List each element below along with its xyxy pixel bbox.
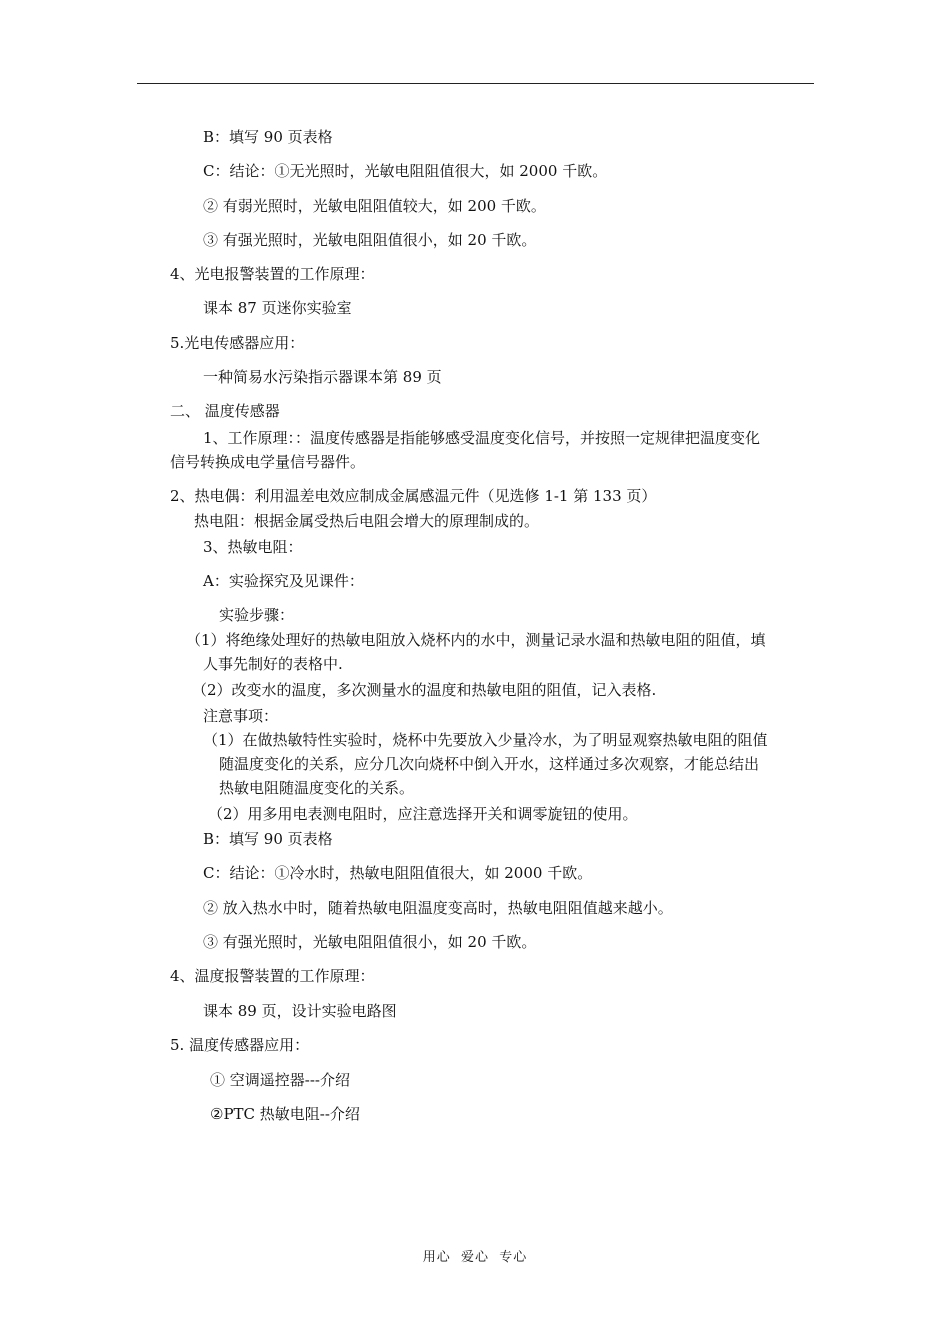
section-heading: 2、热电偶：利用温差电效应制成金属感温元件（见选修 1-1 第 133 页） bbox=[170, 487, 657, 505]
text-line: 热电阻：根据金属受热后电阻会增大的原理制成的。 bbox=[194, 512, 540, 530]
section-heading: 3、热敏电阻： bbox=[203, 538, 303, 556]
text-line: 课本 87 页迷你实验室 bbox=[203, 299, 352, 317]
text-line: （2）用多用电表测电阻时，应注意选择开关和调零旋钮的使用。 bbox=[208, 805, 638, 823]
text-line: （2）改变水的温度，多次测量水的温度和热敏电阻的阻值，记入表格. bbox=[192, 681, 657, 699]
text-line: C：结论：①冷水时，热敏电阻阻值很大，如 2000 千欧。 bbox=[203, 864, 593, 882]
text-line: ③ 有强光照时，光敏电阻阻值很小，如 20 千欧。 bbox=[203, 231, 537, 249]
text-line: 信号转换成电学量信号器件。 bbox=[170, 453, 366, 471]
text-line: 实验步骤： bbox=[219, 606, 295, 624]
text-line: ② 有弱光照时，光敏电阻阻值较大，如 200 千欧。 bbox=[203, 197, 546, 215]
text-line: ① 空调遥控器---介绍 bbox=[210, 1071, 350, 1089]
text-line: （1）在做热敏特性实验时，烧杯中先要放入少量冷水，为了明显观察热敏电阻的阻值 bbox=[203, 731, 768, 749]
text-line: 一种简易水污染指示器课本第 89 页 bbox=[203, 368, 442, 386]
text-line: 随温度变化的关系，应分几次向烧杯中倒入开水，这样通过多次观察，才能总结出 bbox=[219, 755, 760, 773]
text-line: C：结论：①无光照时，光敏电阻阻值很大，如 2000 千欧。 bbox=[203, 162, 608, 180]
header-rule bbox=[137, 83, 814, 84]
text-line: 注意事项： bbox=[203, 707, 279, 725]
section-heading: 二、 温度传感器 bbox=[170, 402, 280, 420]
section-heading: 4、温度报警装置的工作原理： bbox=[170, 967, 375, 985]
text-line: 热敏电阻随温度变化的关系。 bbox=[219, 779, 415, 797]
section-heading: 5.光电传感器应用： bbox=[170, 334, 305, 352]
text-line: B：填写 90 页表格 bbox=[203, 830, 333, 848]
text-line: ② 放入热水中时，随着热敏电阻温度变高时，热敏电阻阻值越来越小。 bbox=[203, 899, 673, 917]
text-line: 1、工作原理：：温度传感器是指能够感受温度变化信号，并按照一定规律把温度变化 bbox=[203, 429, 761, 447]
page-footer: 用心 爱心 专心 bbox=[422, 1250, 528, 1265]
text-line: ②PTC 热敏电阻--介绍 bbox=[210, 1105, 360, 1123]
section-heading: 5. 温度传感器应用： bbox=[170, 1036, 310, 1054]
text-line: B：填写 90 页表格 bbox=[203, 128, 333, 146]
text-line: 人事先制好的表格中. bbox=[203, 655, 343, 673]
text-line: 课本 89 页，设计实验电路图 bbox=[203, 1002, 397, 1020]
text-line: （1）将绝缘处理好的热敏电阻放入烧杯内的水中，测量记录水温和热敏电阻的阻值，填 bbox=[186, 631, 766, 649]
section-heading: 4、光电报警装置的工作原理： bbox=[170, 265, 375, 283]
text-line: A：实验探究及见课件： bbox=[203, 572, 364, 590]
text-line: ③ 有强光照时，光敏电阻阻值很小，如 20 千欧。 bbox=[203, 933, 537, 951]
